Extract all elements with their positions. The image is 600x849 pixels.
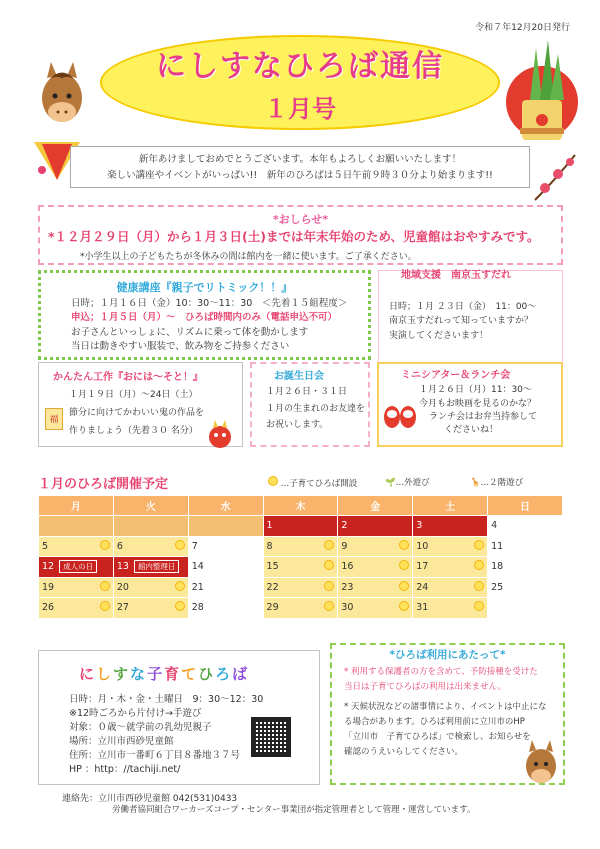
nankin-line: 実演してくださいます！	[389, 331, 489, 341]
calendar-day	[488, 536, 563, 557]
calendar-week-row	[39, 536, 563, 557]
calendar-day	[488, 557, 563, 578]
day-number: 8	[266, 540, 273, 552]
chick-icon	[175, 601, 185, 614]
facility-title-char: て	[181, 665, 199, 683]
legend-outdoor: 🌱…外遊び	[385, 478, 430, 488]
calendar-day	[188, 577, 263, 598]
giraffe-icon: 🦒	[470, 478, 481, 488]
title-banner	[100, 35, 500, 130]
kadomatsu-icon	[502, 40, 582, 160]
chick-icon	[399, 540, 409, 553]
calendar-day	[39, 557, 114, 578]
calendar-day	[413, 557, 488, 578]
calendar-day	[338, 577, 413, 598]
chick-icon	[474, 540, 484, 553]
day-number: 7	[191, 540, 198, 552]
day-number: 12	[42, 561, 55, 573]
day-number: 2	[341, 520, 348, 532]
day-number: 25	[491, 581, 504, 593]
facility-title-char: 育	[164, 665, 182, 683]
calendar-day	[39, 536, 114, 557]
weekday-header: 木	[263, 496, 338, 516]
calendar-day	[113, 536, 188, 557]
calendar-day	[488, 516, 563, 537]
calendar-title: １月のひろば開催予定	[38, 477, 169, 492]
weekday-header: 火	[113, 496, 188, 516]
day-number: 19	[42, 581, 55, 593]
calendar-day	[413, 598, 488, 619]
chick-icon	[268, 476, 278, 486]
calendar-day	[338, 557, 413, 578]
health-title: 健康講座『親子でリトミック！！』	[116, 281, 293, 294]
chick-icon	[474, 560, 484, 573]
facility-line: 住所：立川市一番町６丁目８番地３７号	[69, 750, 241, 761]
facility-title-char: 子	[147, 665, 165, 683]
lunch-box	[377, 362, 563, 447]
day-number: 10	[416, 540, 429, 552]
nankin-title: 地域支援 南京玉すだれ	[401, 270, 511, 281]
calendar-day	[263, 598, 338, 619]
calendar-week-row	[39, 598, 563, 619]
facility-line: HP ：http：//tachiji.net/	[69, 764, 181, 775]
craft-title: かんたん工作『おには～そと！』	[53, 372, 203, 383]
birthday-title: お誕生日会	[274, 371, 324, 382]
calendar-day	[488, 577, 563, 598]
holiday-tag: 館内整理日	[134, 560, 180, 573]
lunch-title: ミニシアター＆ランチ会	[401, 370, 511, 381]
craft-line: 節分に向けてかわいい鬼の作品を	[69, 408, 205, 418]
weekday-header: 月	[39, 496, 114, 516]
usage-line: 「立川市 子育てひろば」で検索し、お知らせを	[344, 732, 531, 742]
day-number: 18	[491, 561, 504, 573]
sprout-icon: 🌱	[385, 478, 396, 488]
day-number: 13	[116, 561, 129, 573]
weekday-header: 日	[488, 496, 563, 516]
facility-title-char: ば	[232, 665, 250, 683]
usage-line: 当日は子育てひろばの利用は出来ません。	[344, 682, 507, 692]
day-number: 27	[116, 602, 129, 614]
legend-open: …子育てひろば開設	[268, 476, 357, 489]
facility-title-char: す	[113, 665, 131, 683]
greeting-line-1: 新年あけましておめでとうございます。本年もよろしくお願いいたします！	[138, 154, 462, 165]
usage-box	[330, 643, 565, 785]
health-line: お子さんといっしょに、リズムに乗って体を動かします	[71, 327, 309, 338]
horse-icon	[521, 740, 561, 785]
calendar-day	[113, 577, 188, 598]
calendar-week-row	[39, 577, 563, 598]
birthday-line: お祝いします。	[266, 420, 329, 430]
issue-date: 令和７年12月20日発行	[475, 23, 570, 33]
calendar-day	[263, 536, 338, 557]
issue-month: １月号	[264, 95, 336, 123]
chick-icon	[399, 560, 409, 573]
notice-sub: *小学生以上の子どもたちが冬休みの間は館内を一緒に使います。ご了承ください。	[80, 252, 417, 262]
calendar-day	[263, 557, 338, 578]
calendar-day	[413, 516, 488, 537]
lunch-line: くださいね！	[444, 425, 499, 435]
health-line: 日時；１月１６日（金）10：30～11：30 ＜先着１５組程度＞	[71, 298, 348, 309]
calendar-day	[263, 577, 338, 598]
calendar-day	[188, 536, 263, 557]
chick-icon	[399, 601, 409, 614]
nankin-box	[378, 270, 563, 365]
day-number: 31	[416, 602, 429, 614]
notice-main: *１２月２９日（月）から１月３日(土)までは年末年始のため、児童館はおやすみです。	[48, 229, 540, 244]
health-line: 当日は動きやすい服装で、飲み物をご持参ください	[71, 341, 290, 352]
page-title: にしすなひろば通信	[156, 49, 444, 84]
chick-icon	[175, 540, 185, 553]
facility-title-char: ひ	[198, 665, 216, 683]
calendar-day	[188, 516, 263, 537]
day-number: 15	[266, 561, 279, 573]
day-number: 11	[491, 540, 504, 552]
day-number: 24	[416, 581, 429, 593]
birthday-line: １月の生まれのお友達を	[266, 404, 366, 414]
lunch-line: １月２６日（月）11：30～	[419, 385, 532, 395]
nankin-line: 日時；１月 ２３日（金） 11：00～	[389, 302, 537, 312]
daruma-icon	[383, 402, 417, 430]
usage-line: る場合があります。ひろば利用前に立川市のHP	[344, 717, 525, 727]
facility-line: ※12時ごろから片付け→手遊び	[69, 708, 202, 719]
calendar-day	[39, 577, 114, 598]
calendar-week-row	[39, 557, 563, 578]
notice-box	[38, 205, 563, 265]
calendar-day	[39, 598, 114, 619]
facility-title-char: ろ	[215, 665, 233, 683]
day-number: 26	[42, 602, 55, 614]
calendar-day	[488, 598, 563, 619]
weekday-header: 金	[338, 496, 413, 516]
oni-mask-icon	[205, 420, 235, 450]
calendar-day	[39, 516, 114, 537]
chick-icon	[100, 581, 110, 594]
weekday-header: 土	[413, 496, 488, 516]
calendar-day	[113, 557, 188, 578]
day-number: 28	[191, 602, 204, 614]
calendar-table	[38, 495, 563, 619]
holiday-tag: 成人の日	[59, 560, 97, 573]
chick-icon	[324, 540, 334, 553]
day-number: 5	[42, 540, 49, 552]
chick-icon	[324, 581, 334, 594]
facility-title-char: に	[79, 665, 97, 683]
calendar-day	[113, 516, 188, 537]
weekday-header: 水	[188, 496, 263, 516]
chick-icon	[474, 581, 484, 594]
lunch-line: ランチ会はお弁当持参して	[429, 412, 538, 422]
calendar-day	[338, 536, 413, 557]
notice-title: *おしらせ*	[272, 213, 329, 226]
day-number: 23	[341, 581, 354, 593]
day-number: 20	[116, 581, 129, 593]
facility-line: 対象：０歳～就学前の乳幼児親子	[69, 722, 212, 733]
chick-icon	[100, 540, 110, 553]
calendar-day	[263, 516, 338, 537]
fuku-sign: 福	[45, 408, 63, 430]
calendar-day	[188, 557, 263, 578]
usage-title: *ひろば利用にあたって*	[389, 649, 506, 661]
chick-icon	[324, 560, 334, 573]
footer-note: 労働者協同組合ワーカーズコープ・センター事業団が指定管理者として管理・運営しています。	[112, 805, 476, 815]
calendar-day	[338, 598, 413, 619]
craft-line: １月１９日（月）～24日（土）	[69, 390, 198, 400]
qr-code-icon	[251, 717, 291, 757]
day-number: 22	[266, 581, 279, 593]
calendar-day	[113, 598, 188, 619]
facility-box	[38, 650, 320, 785]
health-line: 申込；１月５日（月）～ ひろば時間内のみ（電話申込不可）	[71, 312, 338, 323]
calendar-day	[188, 598, 263, 619]
lunch-line: 今月もお映画を見るのかな？	[419, 399, 537, 409]
facility-line: 日時：月・木・金・土曜日 9：30～12：30	[69, 694, 264, 705]
facility-title-char: し	[96, 665, 114, 683]
calendar-day	[413, 577, 488, 598]
calendar-week-row	[39, 516, 563, 537]
birthday-line: １月２６日・３１日	[266, 387, 348, 397]
facility-title	[79, 663, 249, 684]
chick-icon	[175, 581, 185, 594]
day-number: 6	[116, 540, 123, 552]
contact: 連絡先：立川市西砂児童館 042(531)0433	[62, 794, 238, 804]
legend-upstairs: 🦒…２階遊び	[470, 478, 524, 488]
day-number: 4	[491, 520, 498, 532]
usage-line: 確認のうえいらしてください。	[344, 747, 464, 757]
chick-icon	[100, 601, 110, 614]
calendar-day	[338, 516, 413, 537]
craft-line: 作りましょう（先着３０ 名分）	[69, 426, 198, 436]
day-number: 16	[341, 561, 354, 573]
greeting-box	[70, 146, 530, 188]
day-number: 29	[266, 602, 279, 614]
birthday-box	[250, 362, 370, 447]
usage-line: * 天候状況などの諸事情により、イベントは中止にな	[344, 702, 547, 712]
chick-icon	[399, 581, 409, 594]
day-number: 1	[266, 520, 273, 532]
day-number: 30	[341, 602, 354, 614]
plum-blossom-icon	[530, 150, 580, 205]
horse-icon	[35, 60, 90, 130]
chick-icon	[474, 601, 484, 614]
day-number: 17	[416, 561, 429, 573]
day-number: 9	[341, 540, 348, 552]
usage-line: * 利用する保護者の方を含めて、予防接種を受けた	[344, 667, 538, 677]
health-lecture-box	[38, 270, 371, 360]
day-number: 3	[416, 520, 423, 532]
nankin-line: 南京玉すだれって知っていますか？	[389, 316, 534, 326]
calendar-day	[413, 536, 488, 557]
greeting-line-2: 楽しい講座やイベントがいっぱい!! 新年のひろばは５日午前９時３０分より始まります!!	[107, 170, 493, 181]
day-number: 14	[191, 561, 204, 573]
facility-title-char: な	[130, 665, 148, 683]
day-number: 21	[191, 581, 204, 593]
chick-icon	[324, 601, 334, 614]
facility-line: 場所：立川市西砂児童館	[69, 736, 174, 747]
